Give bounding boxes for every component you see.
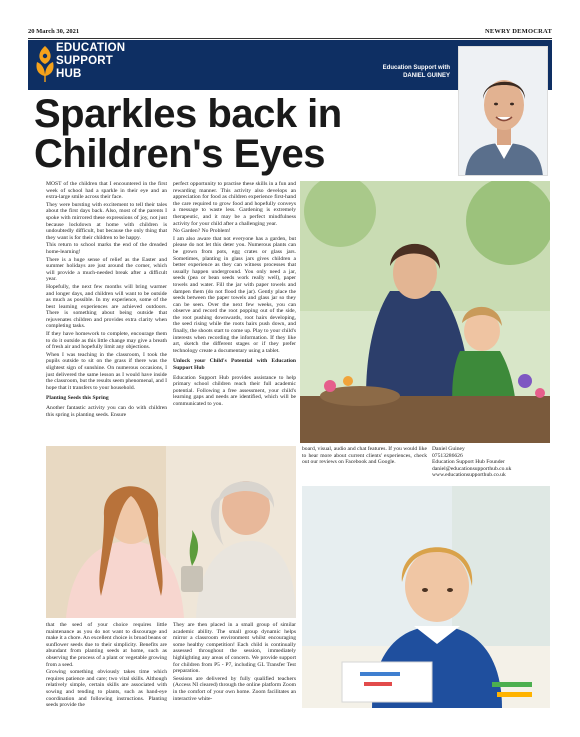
paragraph: Hopefully, the next few months will bring warmer and longer days, and children will want to be outside as much as possible. In my experience, some of the best learning experiences are achieved outdoors. There is something about being outside that rejuvenates children and provides extra clarity when completing tasks. xyxy=(46,283,167,330)
paragraph: Sessions are delivered by fully qualified teachers (Access NI cleared) through the online platform Zoom in the comfort of your own home. Zoom facilitates an interactive white- xyxy=(173,675,296,702)
contact-email[interactable]: daniel@educationsupporthub.co.uk xyxy=(432,465,512,472)
byline-intro: Education Support with xyxy=(382,65,450,71)
logo-line-support: SUPPORT xyxy=(56,55,113,67)
paragraph: When I was teaching in the classroom, I took the pupils outside to sit on the grass if there was the slightest sign of sunshine. On numerous occasions, I just delivered the same lesson as I would have inside the classroom, but the results seem phenomenal, and I hope that it transfers to your household. xyxy=(46,351,167,391)
paragraph: There is a huge sense of relief as the Easter and summer holidays are just around the corner, which will provide a much-needed break after a difficult year. xyxy=(46,256,167,283)
headline-line-1: Sparkles back in xyxy=(34,92,342,136)
subheading-unlock-potential: Unlock your Child's Potential with Education Support Hub xyxy=(173,358,296,372)
photo-mother-daughter-planting xyxy=(46,446,296,618)
article-column-2 xyxy=(173,181,296,451)
paragraph: This return to school marks the end of the dreaded home-learning! xyxy=(46,242,167,255)
contact-details xyxy=(432,446,550,482)
article-headline xyxy=(34,94,454,174)
contact-name: Daniel Guiney xyxy=(432,446,465,452)
article-column-3 xyxy=(302,446,427,482)
paragraph: perfect opportunity to practise these skills in a fun and rewarding manner. This activity also develops an appreciation for food as children experience first-hand the care required to grow food and hopefully conveys a message to waste less. Gardening is extremely therapeutic, and it may be a perfect mindfulness activity for your child after a challenging year. xyxy=(173,181,296,227)
byline-author: DANIEL GUINEY xyxy=(403,73,450,79)
paragraph: I am also aware that not everyone has a garden, but please do not let this deter you. Numerous plants can be grown from pots, egg crates or glass jars. Sometimes, planting in glass jars gives children a better experience as they can witness processes that usually happen underground. You only need a jar, seeds (pea or bean seeds work really well), paper towels and water. Fill the jar with paper towels and dampen them (do not flood the jar). Gently place the seeds between the paper towels and glass jar so they can be seen. Over the next few weeks, you can observe and record the root popping out of the side, the root pushing downwards, root hairs developing, the seed rising while the roots hairs push down, and finally, the shoots start to come up. Play to your child's interests when recording the information. If they like art, sketch the different stages or if they prefer technology create a documentary using a tablet. xyxy=(173,235,296,354)
column-byline xyxy=(338,64,450,80)
paragraph: If they have homework to complete, encourage them to do it outside as this little change may give a breath of fresh air and hopefully limit any objections. xyxy=(46,331,167,351)
logo-line-education: EDUCATION xyxy=(56,42,126,54)
paragraph: Education Support Hub provides assistance to help primary school children reach their full academic potential. Following a free assessment, your child's learning gaps and needs are identified, which will be communicated to you. xyxy=(173,374,296,407)
article-column-5 xyxy=(46,622,167,708)
photo-boy-drawing xyxy=(302,486,550,708)
article-column-1 xyxy=(46,181,167,451)
paragraph: They are then placed in a small group of similar academic ability. The small group dynamic helps mirror a classroom environment whilst encouraging some healthy competition! Each child is continually assessed throughout the session, immediately highlighting any areas of concern. We provide support for children from P5 - P7, including GL Transfer Test preparation. xyxy=(173,622,296,675)
contact-role: Education Support Hub Founder xyxy=(432,459,505,466)
contact-phone: 07513286626 xyxy=(432,452,463,459)
logo-wordmark xyxy=(56,42,125,81)
header-rule xyxy=(28,38,552,39)
paragraph: that the seed of your choice requires little maintenance as you do not want to discourage and make it a chore. An excellent choice is broad beans or sunflower seeds due to their simplicity. Benefits are abundant from planting seeds at home, such as observing the process of a plant or vegetable growing from a seed. xyxy=(46,622,167,668)
author-portrait xyxy=(458,46,548,176)
paragraph: No Garden? No Problem! xyxy=(173,228,231,235)
headline-line-2: Children's Eyes xyxy=(34,132,326,176)
paragraph: MOST of the children that I encountered in the first week of school had a sparkle in their eye and an extra-large smile across their face. xyxy=(46,181,167,201)
contact-website[interactable]: www.educationsupporthub.co.uk xyxy=(432,472,506,479)
paragraph: Another fantastic activity you can do with children this spring is planting seeds. Ensure xyxy=(46,405,167,418)
education-support-hub-logo xyxy=(34,42,144,86)
logo-line-hub: HUB xyxy=(56,68,82,80)
newspaper-name: NEWRY DEMOCRAT xyxy=(484,28,552,35)
subheading-planting-seeds: Planting Seeds this Spring xyxy=(46,395,109,402)
paragraph: board, visual, audio and chat features. If you would like to hear more about current clients' experiences, check out our reviews on Facebook and Google. xyxy=(302,446,427,466)
paragraph: They were bursting with excitement to tell their tales about the first days back. Also, most of the parents I spoke with mirrored these expressions of joy, not just because lockdown at home with children is undoubtedly difficult, but because the only thing that they want is for their children to be happy. xyxy=(46,201,167,241)
issue-date: 20 March 30, 2021 xyxy=(28,28,80,35)
photo-family-gardening xyxy=(300,181,550,443)
leaf-logo-icon xyxy=(34,44,56,84)
paragraph: Growing something obviously takes time which requires patience and care; two vital skills. Although relatively simple, certain skills are associated with sowing and tending to plants, such as hand-eye coordination and following instructions. Planting seeds provide the xyxy=(46,669,167,708)
article-column-6 xyxy=(173,622,296,708)
